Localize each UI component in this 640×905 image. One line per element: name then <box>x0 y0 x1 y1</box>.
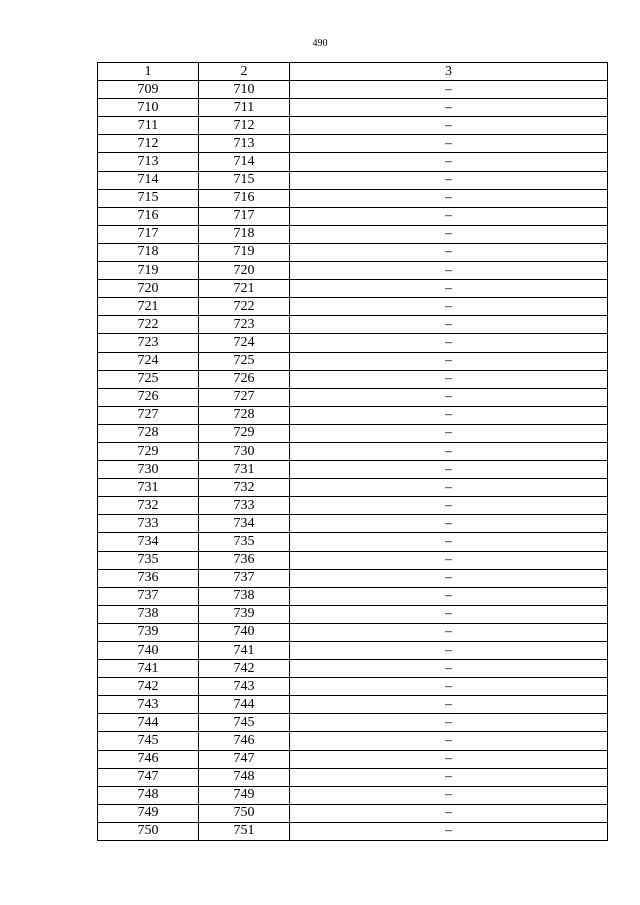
table-cell-col2: 724 <box>199 334 290 352</box>
table-row <box>98 569 608 587</box>
table-cell-col1: 725 <box>98 370 199 388</box>
table-cell-col2: 725 <box>199 352 290 370</box>
table-cell-col3: – <box>290 551 608 569</box>
table-cell-col3: – <box>290 515 608 533</box>
table-row <box>98 280 608 298</box>
table-row <box>98 316 608 334</box>
table-cell-col2: 744 <box>199 696 290 714</box>
table-cell-col1: 714 <box>98 171 199 189</box>
table-cell-col3: – <box>290 99 608 117</box>
table-cell-col3: – <box>290 243 608 261</box>
table-cell-col1: 722 <box>98 316 199 334</box>
table-cell-col2: 750 <box>199 804 290 822</box>
table-cell-col2: 716 <box>199 189 290 207</box>
table-row <box>98 696 608 714</box>
table-row <box>98 153 608 171</box>
table-row <box>98 442 608 460</box>
table-cell-col3: – <box>290 352 608 370</box>
table-cell-col1: 710 <box>98 99 199 117</box>
table-cell-col3: – <box>290 714 608 732</box>
table-cell-col3: – <box>290 533 608 551</box>
table-row <box>98 262 608 280</box>
table-cell-col2: 737 <box>199 569 290 587</box>
table-row <box>98 497 608 515</box>
table-row <box>98 479 608 497</box>
table-cell-col2: 731 <box>199 461 290 479</box>
table-cell-col1: 733 <box>98 515 199 533</box>
table-cell-col1: 739 <box>98 623 199 641</box>
table-row <box>98 207 608 225</box>
table-row <box>98 135 608 153</box>
page-number: 490 <box>312 38 328 49</box>
table-cell-col1: 735 <box>98 551 199 569</box>
table-cell-col3: – <box>290 804 608 822</box>
table-cell-col1: 730 <box>98 461 199 479</box>
table-row <box>98 768 608 786</box>
table-cell-col1: 723 <box>98 334 199 352</box>
table-cell-col1: 711 <box>98 117 199 135</box>
table-row <box>98 804 608 822</box>
table-cell-col1: 717 <box>98 225 199 243</box>
table-cell-col3: – <box>290 642 608 660</box>
table-cell-col3: – <box>290 81 608 99</box>
table-cell-col2: 717 <box>199 207 290 225</box>
table-cell-col3: – <box>290 569 608 587</box>
table-cell-col2: 743 <box>199 678 290 696</box>
table-cell-col1: 749 <box>98 804 199 822</box>
table-cell-col1: 732 <box>98 497 199 515</box>
table-cell-col1: 742 <box>98 678 199 696</box>
table-row <box>98 388 608 406</box>
table-cell-col1: 728 <box>98 424 199 442</box>
column-header-3: 3 <box>290 63 608 81</box>
table-cell-col2: 714 <box>199 153 290 171</box>
table-cell-col2: 723 <box>199 316 290 334</box>
table-row <box>98 370 608 388</box>
table-cell-col3: – <box>290 461 608 479</box>
table-cell-col1: 729 <box>98 442 199 460</box>
table-cell-col3: – <box>290 225 608 243</box>
table-cell-col2: 734 <box>199 515 290 533</box>
table-cell-col3: – <box>290 406 608 424</box>
table-cell-col2: 726 <box>199 370 290 388</box>
table-cell-col2: 733 <box>199 497 290 515</box>
table-cell-col3: – <box>290 768 608 786</box>
table-cell-col1: 720 <box>98 280 199 298</box>
table-cell-col3: – <box>290 171 608 189</box>
table-cell-col1: 744 <box>98 714 199 732</box>
table-cell-col2: 721 <box>199 280 290 298</box>
column-header-2: 2 <box>199 63 290 81</box>
table-cell-col3: – <box>290 135 608 153</box>
table-cell-col2: 741 <box>199 642 290 660</box>
table-cell-col1: 721 <box>98 298 199 316</box>
table-cell-col1: 727 <box>98 406 199 424</box>
table-cell-col1: 718 <box>98 243 199 261</box>
table-cell-col3: – <box>290 424 608 442</box>
table-cell-col2: 732 <box>199 479 290 497</box>
table-cell-col2: 727 <box>199 388 290 406</box>
column-header-1: 1 <box>98 63 199 81</box>
table-cell-col2: 729 <box>199 424 290 442</box>
table-row <box>98 678 608 696</box>
table-row <box>98 243 608 261</box>
table-cell-col1: 734 <box>98 533 199 551</box>
table-row <box>98 822 608 840</box>
table-row <box>98 587 608 605</box>
table-cell-col3: – <box>290 605 608 623</box>
table-row <box>98 750 608 768</box>
table-cell-col1: 741 <box>98 660 199 678</box>
table-cell-col3: – <box>290 370 608 388</box>
table-cell-col2: 749 <box>199 786 290 804</box>
table-row <box>98 117 608 135</box>
table-cell-col3: – <box>290 732 608 750</box>
table-cell-col3: – <box>290 587 608 605</box>
table-row <box>98 81 608 99</box>
table-row <box>98 225 608 243</box>
table-cell-col1: 747 <box>98 768 199 786</box>
table-row <box>98 533 608 551</box>
table-row <box>98 623 608 641</box>
table-cell-col2: 730 <box>199 442 290 460</box>
table-cell-col2: 740 <box>199 623 290 641</box>
table-cell-col2: 739 <box>199 605 290 623</box>
table-row <box>98 642 608 660</box>
table-cell-col1: 743 <box>98 696 199 714</box>
table-row <box>98 551 608 569</box>
table-cell-col2: 719 <box>199 243 290 261</box>
table-cell-col3: – <box>290 623 608 641</box>
table-cell-col3: – <box>290 262 608 280</box>
table-row <box>98 171 608 189</box>
table-row <box>98 406 608 424</box>
table-row <box>98 99 608 117</box>
table-cell-col1: 715 <box>98 189 199 207</box>
table-cell-col2: 748 <box>199 768 290 786</box>
table-cell-col3: – <box>290 316 608 334</box>
table-cell-col3: – <box>290 117 608 135</box>
table-cell-col1: 712 <box>98 135 199 153</box>
table-row <box>98 515 608 533</box>
table-row <box>98 424 608 442</box>
table-row <box>98 732 608 750</box>
table-cell-col3: – <box>290 388 608 406</box>
table-header <box>98 63 608 81</box>
table-cell-col3: – <box>290 280 608 298</box>
table-cell-col2: 718 <box>199 225 290 243</box>
table-cell-col3: – <box>290 750 608 768</box>
table-cell-col1: 737 <box>98 587 199 605</box>
table-cell-col3: – <box>290 153 608 171</box>
table-row <box>98 334 608 352</box>
table-cell-col2: 713 <box>199 135 290 153</box>
table-row <box>98 714 608 732</box>
table-row <box>98 786 608 804</box>
table-row <box>98 605 608 623</box>
table-cell-col1: 724 <box>98 352 199 370</box>
table-cell-col3: – <box>290 822 608 840</box>
table-cell-col2: 736 <box>199 551 290 569</box>
table-cell-col2: 728 <box>199 406 290 424</box>
table-row <box>98 461 608 479</box>
table-cell-col3: – <box>290 660 608 678</box>
table-cell-col3: – <box>290 298 608 316</box>
table-cell-col3: – <box>290 696 608 714</box>
table-cell-col2: 711 <box>199 99 290 117</box>
table-cell-col1: 750 <box>98 822 199 840</box>
table-cell-col1: 740 <box>98 642 199 660</box>
table-cell-col3: – <box>290 334 608 352</box>
table-cell-col3: – <box>290 497 608 515</box>
table-row <box>98 189 608 207</box>
table-body <box>98 81 608 841</box>
table-cell-col1: 746 <box>98 750 199 768</box>
table-cell-col3: – <box>290 442 608 460</box>
table-cell-col3: – <box>290 786 608 804</box>
table-row <box>98 660 608 678</box>
table-cell-col2: 722 <box>199 298 290 316</box>
table-cell-col3: – <box>290 189 608 207</box>
table-cell-col2: 735 <box>199 533 290 551</box>
table-cell-col2: 742 <box>199 660 290 678</box>
table-cell-col2: 747 <box>199 750 290 768</box>
table-cell-col3: – <box>290 479 608 497</box>
table-cell-col1: 713 <box>98 153 199 171</box>
header-row <box>98 63 608 81</box>
table-row <box>98 352 608 370</box>
table-cell-col1: 719 <box>98 262 199 280</box>
table-row <box>98 298 608 316</box>
table-cell-col2: 745 <box>199 714 290 732</box>
table-cell-col1: 716 <box>98 207 199 225</box>
table-cell-col1: 736 <box>98 569 199 587</box>
data-table <box>97 62 608 841</box>
table-cell-col2: 720 <box>199 262 290 280</box>
table-cell-col2: 715 <box>199 171 290 189</box>
table-cell-col1: 745 <box>98 732 199 750</box>
table-cell-col2: 746 <box>199 732 290 750</box>
table-cell-col1: 738 <box>98 605 199 623</box>
table-cell-col1: 748 <box>98 786 199 804</box>
table-cell-col2: 751 <box>199 822 290 840</box>
table-cell-col2: 710 <box>199 81 290 99</box>
table-cell-col2: 712 <box>199 117 290 135</box>
table-cell-col3: – <box>290 678 608 696</box>
table-cell-col1: 709 <box>98 81 199 99</box>
table-cell-col3: – <box>290 207 608 225</box>
table-cell-col1: 731 <box>98 479 199 497</box>
table-cell-col1: 726 <box>98 388 199 406</box>
table-cell-col2: 738 <box>199 587 290 605</box>
